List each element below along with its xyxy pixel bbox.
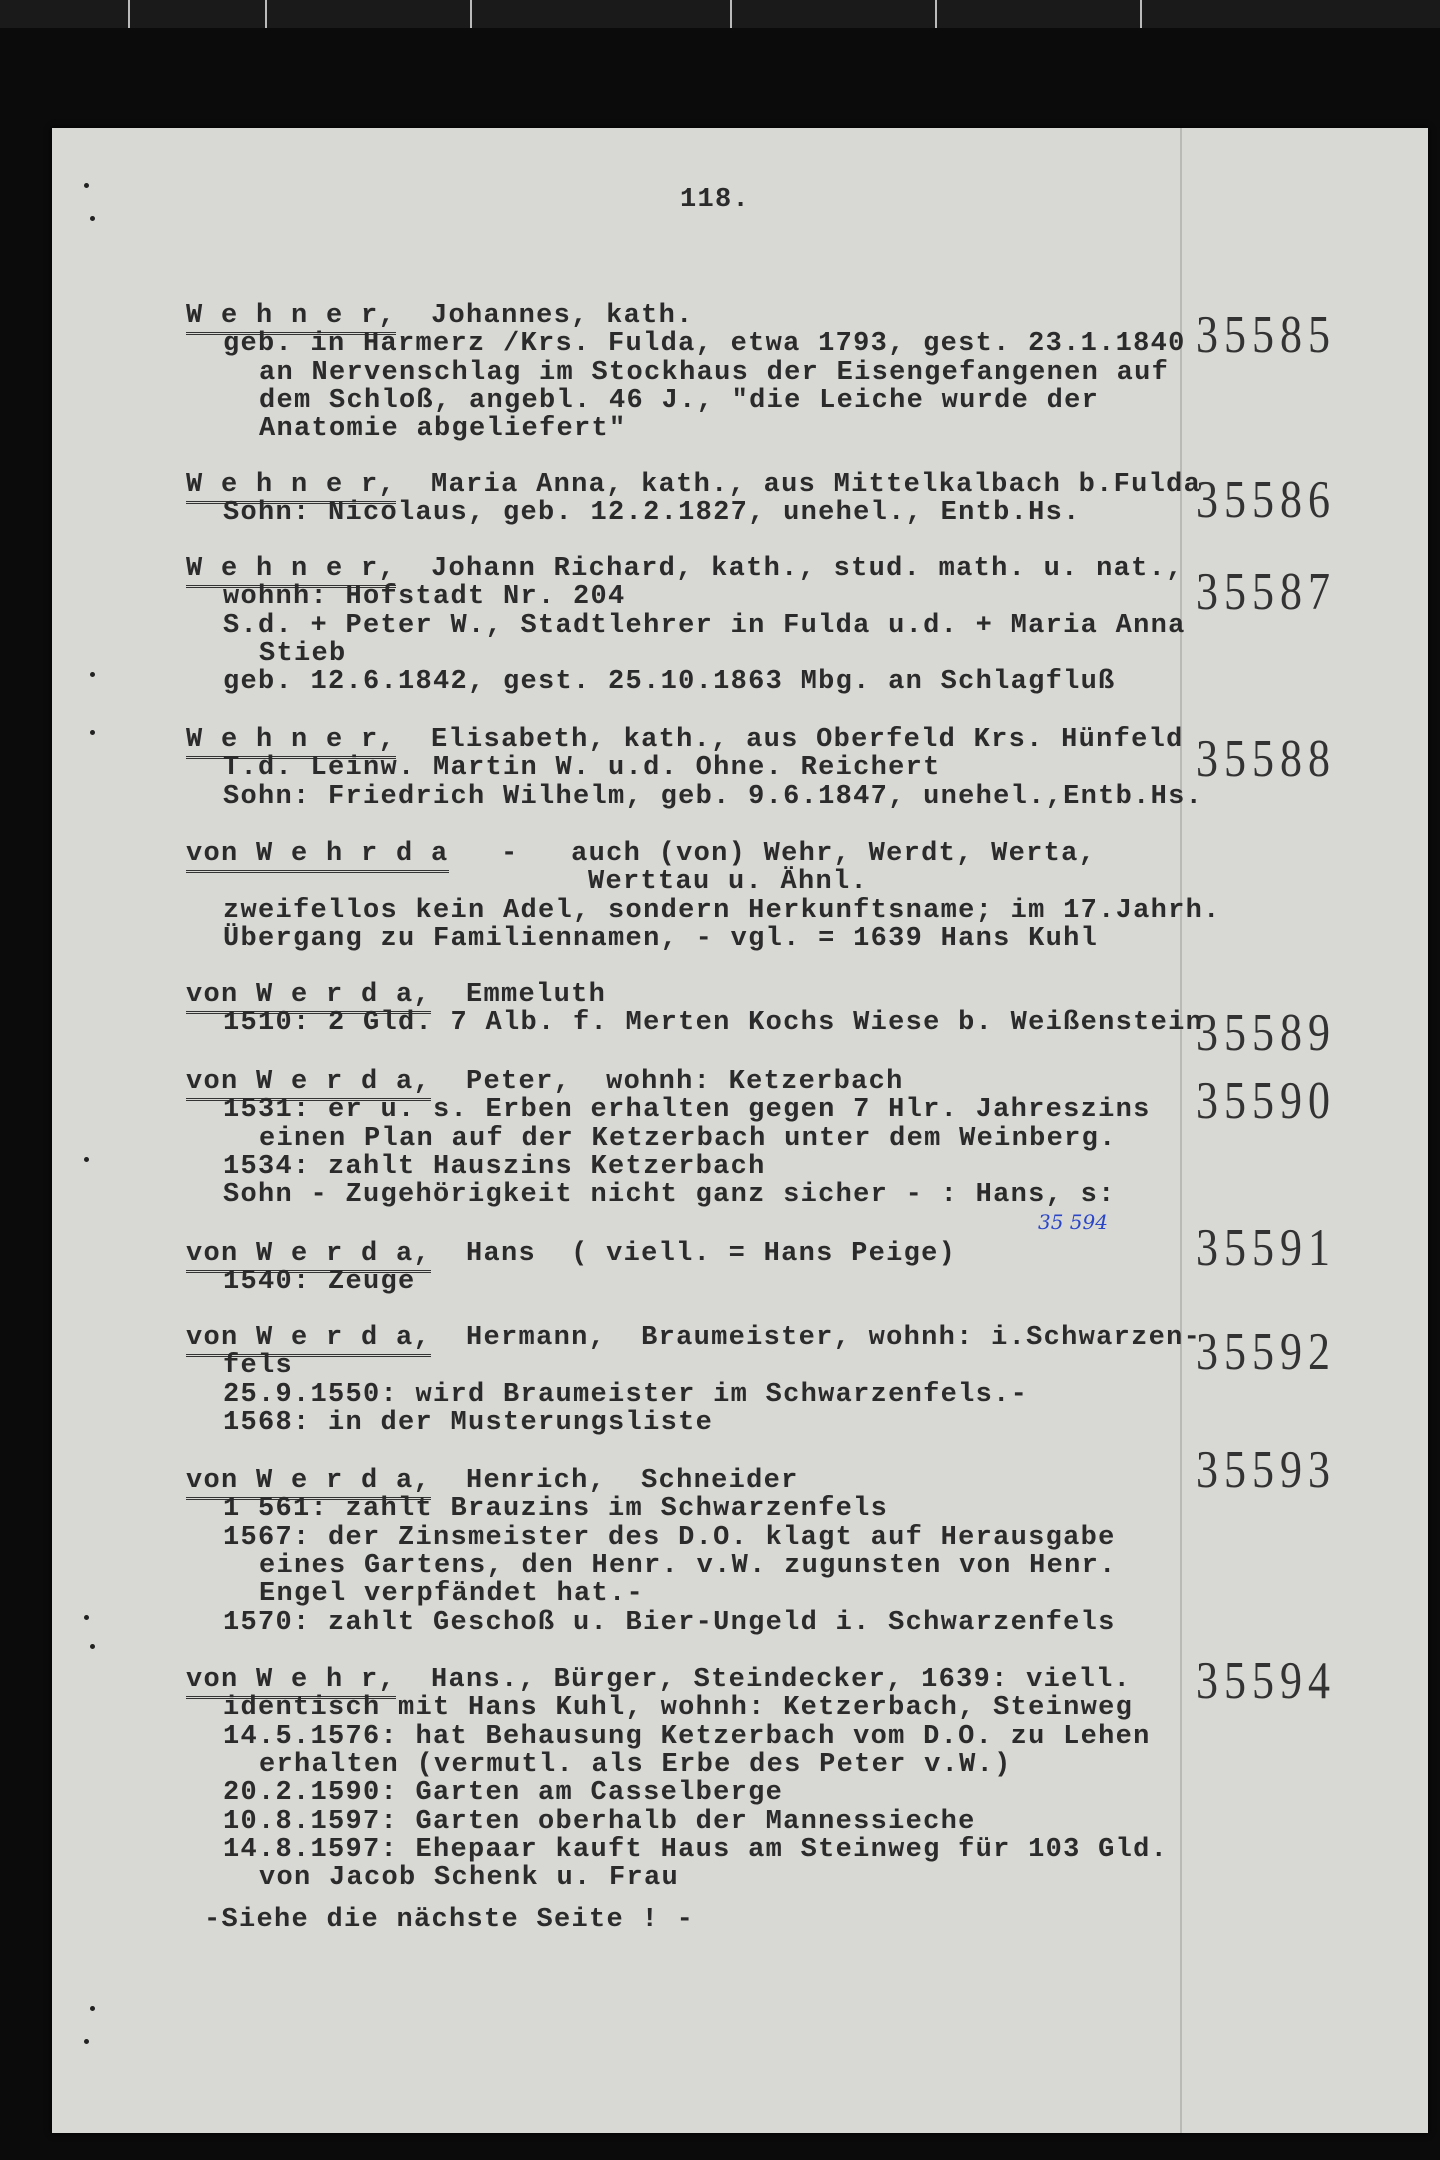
entry-heading <box>186 1467 799 1495</box>
entry-line: geb. in Harmerz /Krs. Fulda, etwa 1793, gest. 23.1.1840 <box>223 329 1186 360</box>
entry-given-info: Hans ( viell. = Hans Peige) <box>431 1239 957 1269</box>
entry-line: Anatomie abgeliefert" <box>259 414 627 445</box>
film-strip <box>0 0 1440 28</box>
entry-heading <box>186 1068 904 1096</box>
entry-line: von Jacob Schenk u. Frau <box>259 1863 680 1894</box>
entry-surname: W e r d a, <box>256 1239 431 1273</box>
handwritten-note: 35 594 <box>1038 1210 1108 1234</box>
binder-hole-dot <box>90 1644 95 1649</box>
entry-prefix: von <box>186 1067 256 1101</box>
entry-line: 1540: Zeuge <box>223 1267 416 1298</box>
entry-line: identisch mit Hans Kuhl, wohnh: Ketzerbach, Steinweg <box>223 1693 1134 1724</box>
entry-line: 1570: zahlt Geschoß u. Bier-Ungeld i. Schwarzenfels <box>223 1607 1116 1638</box>
page-number: 118. <box>680 185 751 215</box>
entry-line: einen Plan auf der Ketzerbach unter dem Weinberg. <box>259 1123 1117 1154</box>
entry-given-info: Hermann, Braumeister, wohnh: i.Schwarzen- <box>431 1323 1202 1353</box>
entry-line: Sohn: Friedrich Wilhelm, geb. 9.6.1847, unehel.,Entb.Hs. <box>223 781 1204 812</box>
binder-hole-dot <box>90 216 95 221</box>
entry-line: 14.8.1597: Ehepaar kauft Haus am Steinweg für 103 Gld. <box>223 1834 1169 1865</box>
entry-surname: W e h r d a <box>256 839 449 873</box>
entry-given-info: Maria Anna, kath., aus Mittelkalbach b.Fulda <box>396 470 1202 500</box>
entry-prefix: von <box>186 1466 256 1500</box>
entry-number: 35590 <box>1196 1071 1336 1131</box>
binder-hole-dot <box>84 2039 89 2044</box>
entry-given-info: Hans., Bürger, Steindecker, 1639: viell. <box>396 1665 1132 1695</box>
entry-line: 14.5.1576: hat Behausung Ketzerbach vom D.O. zu Lehen <box>223 1721 1151 1752</box>
entry-prefix: von <box>186 1323 256 1357</box>
entry-number: 35586 <box>1196 470 1336 530</box>
entry-number: 35593 <box>1196 1440 1336 1500</box>
entry-number: 35588 <box>1196 729 1336 789</box>
entry-line: 20.2.1590: Garten am Casselberge <box>223 1778 784 1809</box>
entry-given-info: Emmeluth <box>431 980 607 1010</box>
entry-line: fels <box>223 1351 294 1382</box>
entry-line: Werttau u. Ähnl. <box>588 867 869 898</box>
binder-hole-dot <box>84 1615 89 1620</box>
entry-heading <box>186 471 1201 499</box>
binder-hole-dot <box>90 672 95 677</box>
entry-surname: W e r d a, <box>256 980 431 1014</box>
strip-tick <box>935 0 937 28</box>
entry-given-info: Peter, wohnh: Ketzerbach <box>431 1067 904 1097</box>
entry-heading <box>186 1240 956 1268</box>
entry-line: 1534: zahlt Hauszins Ketzerbach <box>223 1151 766 1182</box>
entry-line: S.d. + Peter W., Stadtlehrer in Fulda u.d. + Maria Anna <box>223 610 1186 641</box>
binder-hole-dot <box>90 730 95 735</box>
entry-line: T.d. Leinw. Martin W. u.d. Ohne. Reichert <box>223 753 941 784</box>
strip-tick <box>470 0 472 28</box>
entry-prefix: von <box>186 1239 256 1273</box>
entry-heading <box>186 555 1184 583</box>
entry-prefix: von <box>186 1665 256 1699</box>
entry-number: 35585 <box>1196 305 1336 365</box>
margin-rule <box>1180 128 1182 2133</box>
entry-line: 1 561: zahlt Brauzins im Schwarzenfels <box>223 1494 889 1525</box>
entry-number: 35594 <box>1196 1651 1336 1711</box>
entry-surname: W e h n e r, <box>186 554 396 588</box>
entry-line: zweifellos kein Adel, sondern Herkunftsname; im 17.Jahrh. <box>223 895 1221 926</box>
entry-line: Engel verpfändet hat.- <box>259 1579 645 1610</box>
entry-line: wohnh: Hofstadt Nr. 204 <box>223 582 626 613</box>
entry-heading <box>186 1324 1201 1352</box>
strip-tick <box>730 0 732 28</box>
entry-given-info: Elisabeth, kath., aus Oberfeld Krs. Hünfeld <box>396 725 1184 755</box>
entry-number: 35591 <box>1196 1218 1336 1278</box>
entry-line: Sohn: Nicolaus, geb. 12.2.1827, unehel., Entb.Hs. <box>223 498 1081 529</box>
entry-line: erhalten (vermutl. als Erbe des Peter v.W.) <box>259 1749 1012 1780</box>
entry-prefix: von <box>186 839 256 873</box>
entry-surname: W e r d a, <box>256 1323 431 1357</box>
entry-line: an Nervenschlag im Stockhaus der Eisengefangenen auf <box>259 357 1170 388</box>
binder-hole-dot <box>84 183 89 188</box>
entry-number: 35592 <box>1196 1322 1336 1382</box>
entry-heading <box>186 840 1096 868</box>
entry-number: 35587 <box>1196 562 1336 622</box>
binder-hole-dot <box>84 1157 89 1162</box>
entry-line: 1531: er u. s. Erben erhalten gegen 7 Hlr. Jahreszins <box>223 1095 1151 1126</box>
entry-heading <box>186 1666 1131 1694</box>
entry-line: Sohn - Zugehörigkeit nicht ganz sicher - : Hans, s: <box>223 1180 1116 1211</box>
entry-number: 35589 <box>1196 1003 1336 1063</box>
entry-given-info: Henrich, Schneider <box>431 1466 799 1496</box>
entry-line: Stieb <box>259 638 347 669</box>
entry-surname: W e h r, <box>256 1665 396 1699</box>
entry-given-info: - auch (von) Wehr, Werdt, Werta, <box>448 839 1097 869</box>
entry-prefix: von <box>186 980 256 1014</box>
entry-heading <box>186 726 1184 754</box>
entry-heading <box>186 302 694 330</box>
entry-line: 1568: in der Musterungsliste <box>223 1407 714 1438</box>
entry-line: 10.8.1597: Garten oberhalb der Mannessieche <box>223 1806 976 1837</box>
entry-line: Übergang zu Familiennamen, - vgl. = 1639 Hans Kuhl <box>223 923 1099 954</box>
entry-line: 25.9.1550: wird Braumeister im Schwarzenfels.- <box>223 1379 1029 1410</box>
entry-line: eines Gartens, den Henr. v.W. zugunsten von Henr. <box>259 1550 1117 1581</box>
entry-surname: W e h n e r, <box>186 470 396 504</box>
footer-note: -Siehe die nächste Seite ! - <box>204 1905 695 1935</box>
entry-surname: W e r d a, <box>256 1067 431 1101</box>
entry-line: dem Schloß, angebl. 46 J., "die Leiche wurde der <box>259 385 1100 416</box>
entry-given-info: Johann Richard, kath., stud. math. u. nat., <box>396 554 1184 584</box>
entry-given-info: Johannes, kath. <box>396 301 694 331</box>
entry-surname: W e h n e r, <box>186 725 396 759</box>
entry-surname: W e h n e r, <box>186 301 396 335</box>
binder-hole-dot <box>90 2006 95 2011</box>
strip-tick <box>128 0 130 28</box>
strip-tick <box>265 0 267 28</box>
entry-surname: W e r d a, <box>256 1466 431 1500</box>
entry-line: geb. 12.6.1842, gest. 25.10.1863 Mbg. an Schlagfluß <box>223 667 1116 698</box>
entry-line: 1510: 2 Gld. 7 Alb. f. Merten Kochs Wiese b. Weißenstein <box>223 1008 1204 1039</box>
entry-heading <box>186 981 606 1009</box>
entry-line: 1567: der Zinsmeister des D.O. klagt auf Herausgabe <box>223 1522 1116 1553</box>
strip-tick <box>1140 0 1142 28</box>
